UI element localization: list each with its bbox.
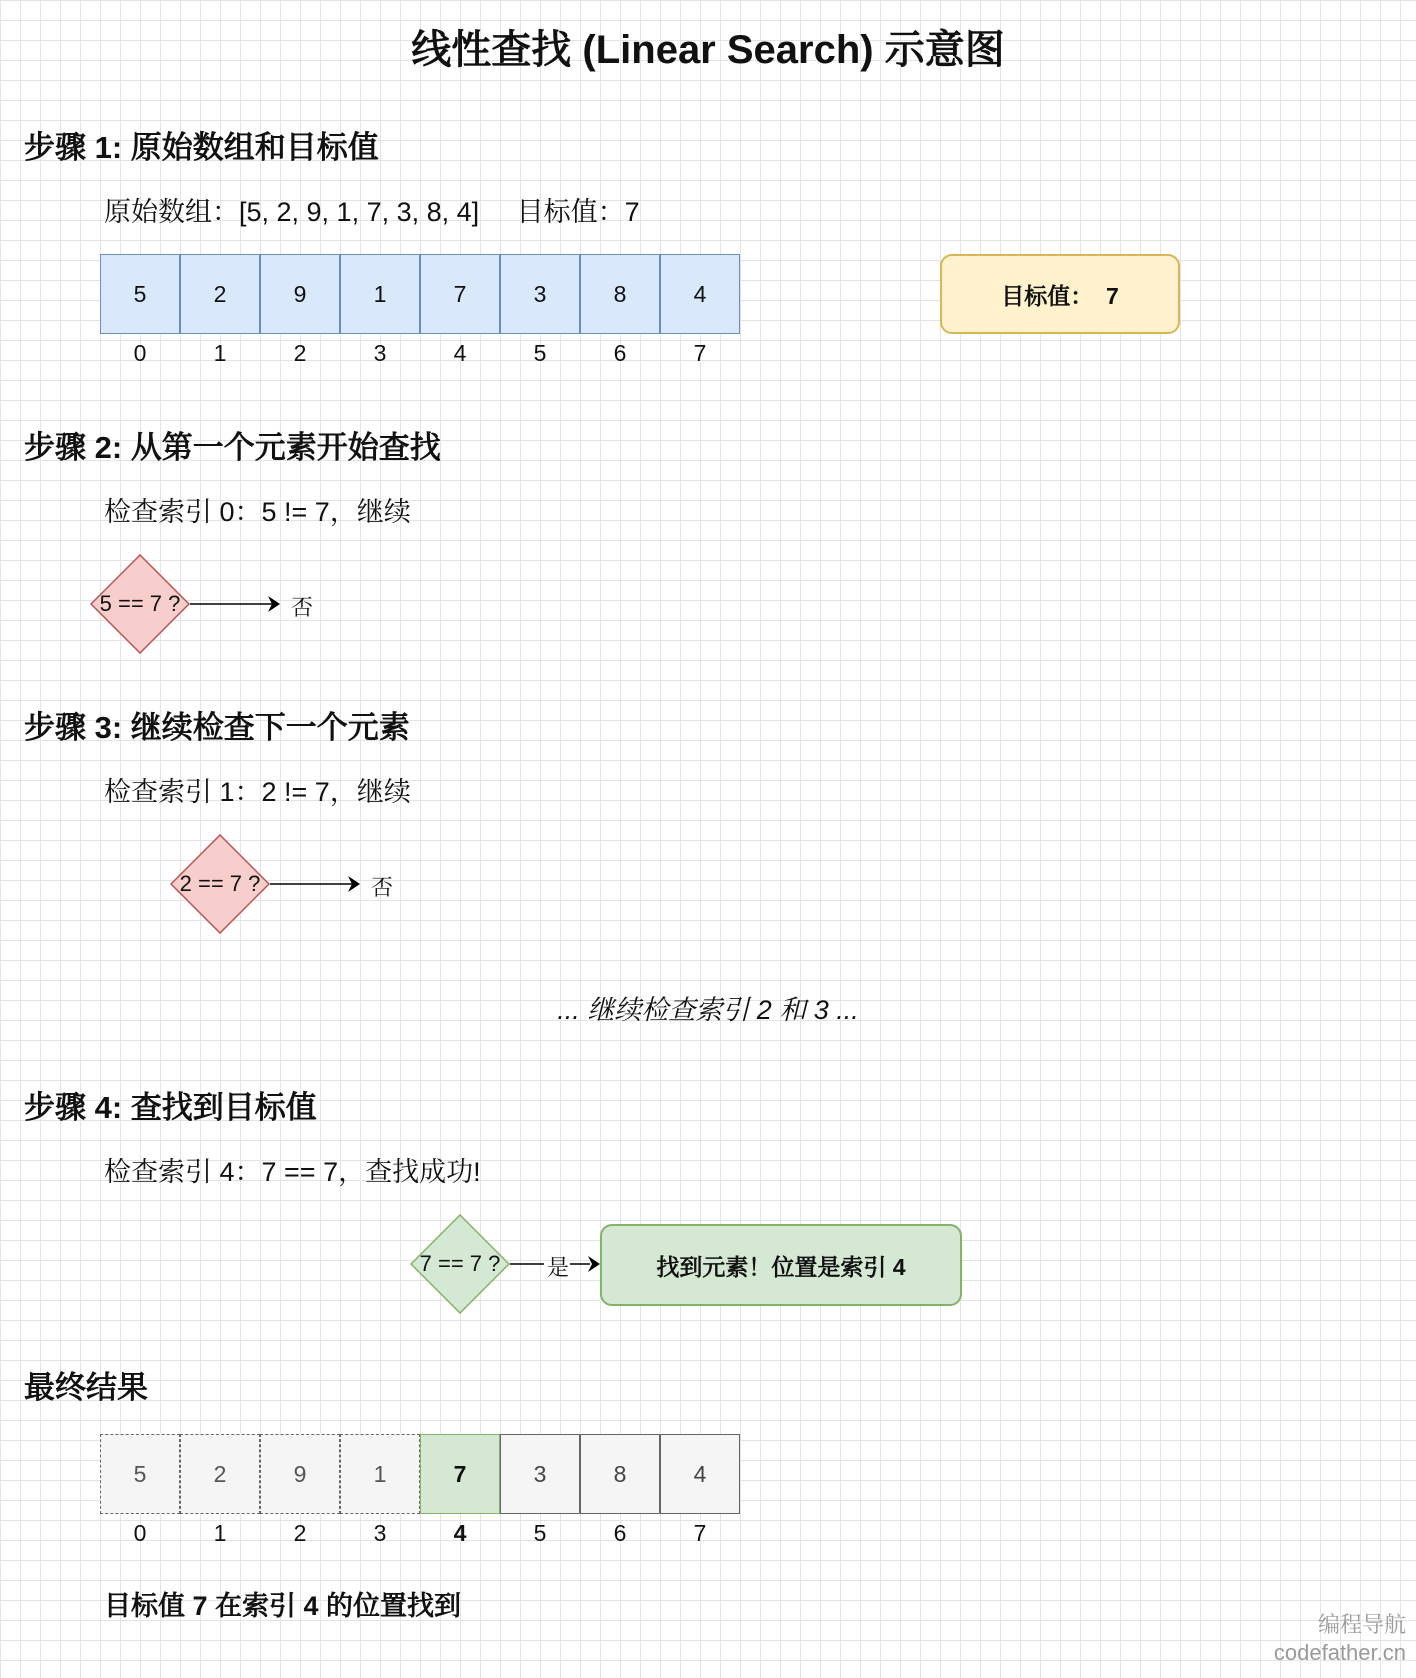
index-label: 1 [213,340,227,366]
index-label: 5 [533,1520,547,1546]
array-cell-checked: 1 [340,1434,420,1514]
original-array-indices [100,340,740,367]
index-label: 3 [373,340,387,366]
array-cell-unchecked: 4 [660,1434,740,1514]
watermark-cn: 编程导航 [1317,1612,1406,1637]
index-label: 2 [293,340,307,366]
index-label: 0 [133,340,147,366]
diamond-label: 5 == 7 ? [99,591,181,616]
compare-diamond-step3 [170,834,270,934]
step4-heading: 步骤 4: 查找到目标值 [24,1090,317,1125]
step2-heading: 步骤 2: 从第一个元素开始查找 [24,430,441,465]
index-label: 5 [533,340,547,366]
index-label: 6 [613,1520,627,1546]
index-label-found: 4 [453,1520,467,1546]
array-cell-checked: 5 [100,1434,180,1514]
index-label: 7 [693,1520,707,1546]
step4-description: 检查索引 4：7 == 7，查找成功! [104,1157,481,1187]
no-arrow-step2 [190,594,290,614]
yes-label: 是 [547,1255,570,1280]
step1-heading: 步骤 1: 原始数组和目标值 [24,130,379,165]
diamond-label: 7 == 7 ? [419,1251,501,1276]
compare-diamond-step2 [90,554,190,654]
index-label: 6 [613,340,627,366]
watermark-url: codefather.cn [1273,1640,1406,1665]
step3-heading: 步骤 3: 继续检查下一个元素 [24,710,410,745]
index-label: 0 [133,1520,147,1546]
array-cell: 2 [180,254,260,334]
final-array [100,1434,740,1514]
no-label-step2: 否 [291,595,314,620]
array-cell: 1 [340,254,420,334]
index-label: 2 [293,1520,307,1546]
index-label: 1 [213,1520,227,1546]
diamond-label: 2 == 7 ? [179,871,261,896]
final-heading: 最终结果 [24,1370,148,1405]
arrow-right-icon [190,594,290,614]
final-result-note: 目标值 7 在索引 4 的位置找到 [104,1591,462,1621]
index-label: 7 [693,340,707,366]
index-label: 3 [373,1520,387,1546]
target-value-box: 目标值： 7 [940,254,1180,334]
compare-diamond-step4 [410,1214,510,1314]
step3-description: 检查索引 1：2 != 7，继续 [104,777,411,807]
array-cell-unchecked: 3 [500,1434,580,1514]
arrow-right-icon [270,874,370,894]
array-cell: 9 [260,254,340,334]
array-cell-checked: 2 [180,1434,260,1514]
array-cell: 8 [580,254,660,334]
index-label: 4 [453,340,467,366]
array-cell-found: 7 [420,1434,500,1514]
original-array [100,254,740,334]
ellipsis-note: ... 继续检查索引 2 和 3 ... [557,995,859,1025]
diagram-title: 线性查找 (Linear Search) 示意图 [411,28,1005,72]
array-cell: 5 [100,254,180,334]
final-array-indices [100,1520,740,1547]
array-cell-checked: 9 [260,1434,340,1514]
step2-description: 检查索引 0：5 != 7，继续 [104,497,411,527]
step1-description: 原始数组：[5, 2, 9, 1, 7, 3, 8, 4] 目标值：7 [104,197,640,227]
array-cell: 7 [420,254,500,334]
no-arrow-step3 [270,874,370,894]
no-label-step3: 否 [371,875,394,900]
array-cell: 3 [500,254,580,334]
found-result-box: 找到元素！位置是索引 4 [600,1224,962,1306]
array-cell-unchecked: 8 [580,1434,660,1514]
array-cell: 4 [660,254,740,334]
